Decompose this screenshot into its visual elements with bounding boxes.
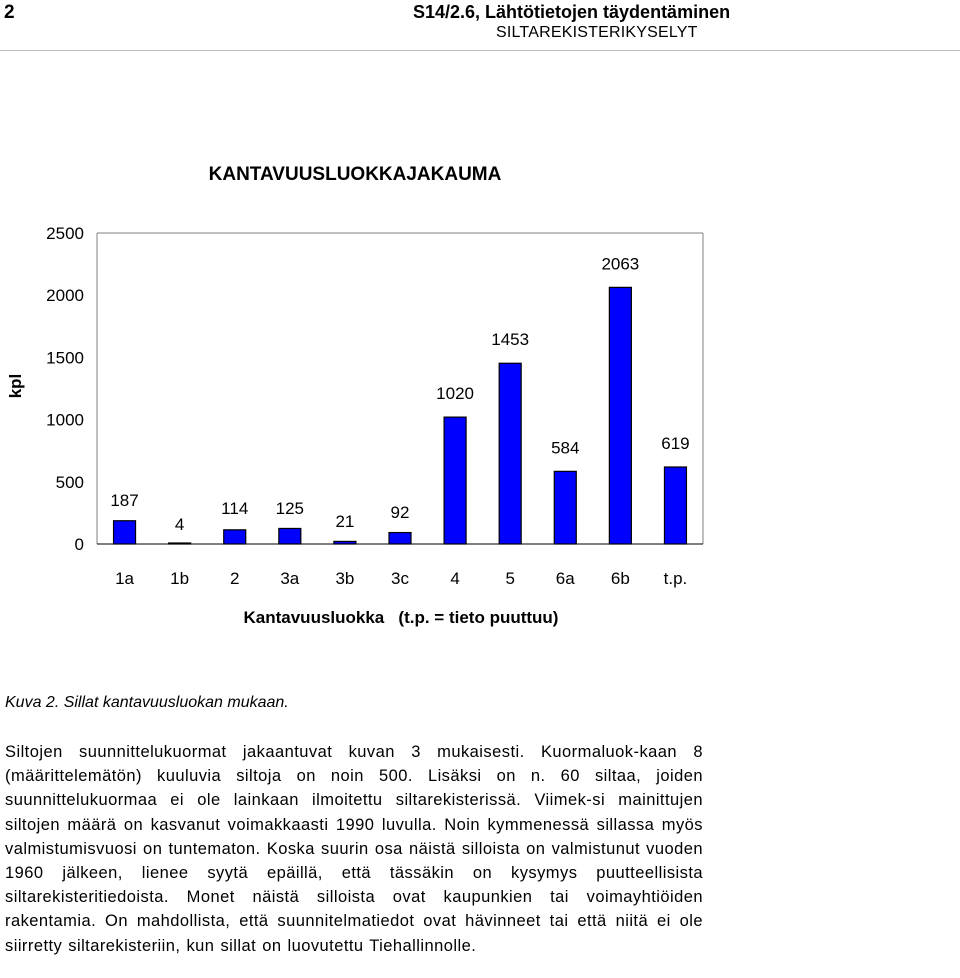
document-header-title: S14/2.6, Lähtötietojen täydentäminen <box>413 2 731 22</box>
x-tick-label: 6b <box>610 569 630 588</box>
figure-caption: Kuva 2. Sillat kantavuusluokan mukaan. <box>5 694 289 711</box>
y-tick-label: 0 <box>74 535 84 554</box>
bar <box>444 417 466 544</box>
bar-data-label: 2063 <box>601 254 640 274</box>
bar <box>389 533 411 544</box>
bar-data-label: 619 <box>661 433 690 453</box>
x-tick-label: 5 <box>505 569 515 588</box>
y-tick-label: 2500 <box>46 224 84 243</box>
x-tick-label: 3c <box>391 569 409 588</box>
body-paragraph: Siltojen suunnittelukuormat jakaantuvat kuvan 3 mukaisesti. Kuormaluok-kaan 8 (määrittelemätön) kuuluvia siltoja on noin 500. Lisäksi on n. 60 siltaa, joiden suunnittelukuormaa ei ole lainkaan ilmoitettu siltarekisterissä. Viimek-si mainittujen siltojen määrä on kasvanut voimakkaasti 1990 luvulla. Noin kymmenessä sillassa myös valmistumisvuosi on tuntematon. Koska suurin osa näistä silloista on valmistunut vuoden 1960 jälkeen, lienee syytä epäillä, että tässäkin on kysymys puutteellisista siltarekisteritiedoista. Monet näistä silloista ovat kaupunkien tai voimayhtiöiden rakentamia. On mahdollista, että suunnitelmatiedot ovat hävinneet tai että niitä ei ole siirretty siltarekisteriin, kun sillat on luovutettu Tiehallinnolle. <box>5 743 703 955</box>
bar-data-label: 21 <box>335 512 355 531</box>
bar <box>279 528 301 544</box>
bar <box>609 287 631 544</box>
bar-chart <box>0 140 960 640</box>
x-tick-label: 3a <box>280 569 300 588</box>
bar-data-label: 92 <box>390 503 410 522</box>
bar-data-label: 187 <box>110 491 139 510</box>
bar-data-label: 584 <box>551 438 580 458</box>
chart-x-axis-label: Kantavuusluokka (t.p. = tieto puuttuu) <box>243 608 559 627</box>
y-axis <box>46 224 84 554</box>
bar-data-label: 4 <box>174 515 185 534</box>
x-axis <box>115 569 687 588</box>
bar <box>499 363 521 544</box>
bar-data-label: 125 <box>275 499 305 518</box>
y-tick-label: 2000 <box>46 286 84 306</box>
x-tick-label: 1b <box>170 569 190 588</box>
page-number: 2 <box>4 2 15 23</box>
x-tick-label: 4 <box>450 569 460 588</box>
y-tick-label: 1500 <box>46 348 84 368</box>
data-labels <box>110 254 689 534</box>
y-tick-label: 1000 <box>46 410 84 430</box>
chart-y-axis-label: kpl <box>6 373 25 399</box>
header-divider <box>0 50 960 51</box>
y-tick-label: 500 <box>55 472 84 492</box>
x-tick-label: 2 <box>229 569 240 588</box>
bar-data-label: 114 <box>221 499 249 518</box>
bar-data-label: 1020 <box>436 384 475 404</box>
bar <box>664 467 686 544</box>
x-tick-label: 6a <box>555 569 575 588</box>
bar <box>554 471 576 544</box>
bar <box>114 521 136 544</box>
bar <box>169 543 191 544</box>
x-tick-label: 1a <box>115 569 135 588</box>
x-tick-label: 3b <box>335 569 355 588</box>
x-tick-label: t.p. <box>663 569 688 588</box>
bar <box>334 541 356 544</box>
chart-title: KANTAVUUSLUOKKAJAKAUMA <box>208 164 502 185</box>
bar <box>224 530 246 544</box>
bar-data-label: 1453 <box>491 330 530 350</box>
document-header-subtitle: SILTAREKISTERIKYSELYT <box>496 24 698 41</box>
